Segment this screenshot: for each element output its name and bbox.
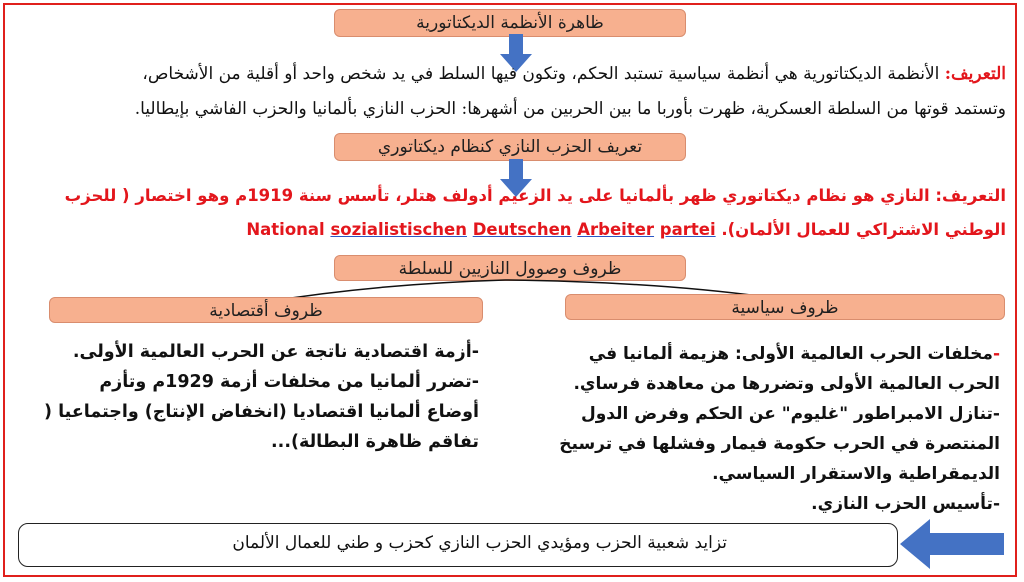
nazi-definition-title: تعريف الحزب النازي كنظام ديكتاتوري [377,137,643,157]
economic-line3: أوضاع ألمانيا اقتصاديا (انخفاض الإنتاج) واجتماعيا ( [44,402,479,422]
german-name: National sozialistischen Deutschen Arbeiter partei [246,220,716,239]
political-line5: الديمقراطية والاستقرار السياسي. [712,464,1000,484]
definition1-line2: وتستمد قوتها من السلطة العسكرية، ظهرت بأوربا ما بين الحربين من أشهرها: الحزب النازي بألمانيا والحزب الفاشي بإيطاليا. [134,99,1006,119]
definition1-line1: التعريف: الأنظمة الديكتاتورية هي أنظمة سياسية تستبد الحكم، وتكون فيها السلط في يد شخص واحد أو أقلية من الأشخاص، [142,64,1006,84]
political-box [565,294,1005,320]
conclusion-text: تزايد شعبية الحزب ومؤيدي الحزب النازي كحزب و طني للعمال الألمان [232,533,727,553]
title-box [334,9,686,37]
definition2-line1: التعريف: النازي هو نظام ديكتاتوري ظهر بألمانيا على يد الزعيم أدولف هتلر، تأسس سنة 1919م وهو اختصار ( للحزب [64,186,1006,205]
conclusion-box [18,523,898,567]
economic-line4: تفاقم ظاهرة البطالة)... [271,432,479,452]
economic-box [49,297,483,323]
political-line1: -مخلفات الحرب العالمية الأولى: هزيمة ألمانيا في [588,344,1000,364]
political-line6: -تأسيس الحزب النازي. [811,494,1000,514]
arrow-left-icon [900,519,1004,569]
conditions-title: ظروف وصوول النازيين للسلطة [398,259,622,279]
economic-line1: -أزمة اقتصادية ناتجة عن الحرب العالمية الأولى. [72,342,479,362]
political-line3: -تنازل الامبراطور "غليوم" عن الحكم وفرض الدول [580,404,1000,424]
title-text: ظاهرة الأنظمة الديكتاتورية [416,13,604,33]
definition1-label: التعريف: [944,64,1006,84]
economic-line2: -تضرر ألمانيا من مخلفات أزمة 1929م وتأزم [99,372,479,392]
political-line2: الحرب العالمية الأولى وتضررها من معاهدة فرساي. [573,374,1000,394]
nazi-definition-box [334,133,686,161]
definition2-line2: الوطني الاشتراكي للعمال الألمان). National sozialistischen Deutschen Arbeiter partei [246,220,1006,239]
economic-title: ظروف أقتصادية [209,301,323,321]
political-line4: المنتصرة في الحرب حكومة فيمار وفشلها في ترسيخ [559,434,1000,454]
political-title: ظروف سياسية [731,298,839,318]
